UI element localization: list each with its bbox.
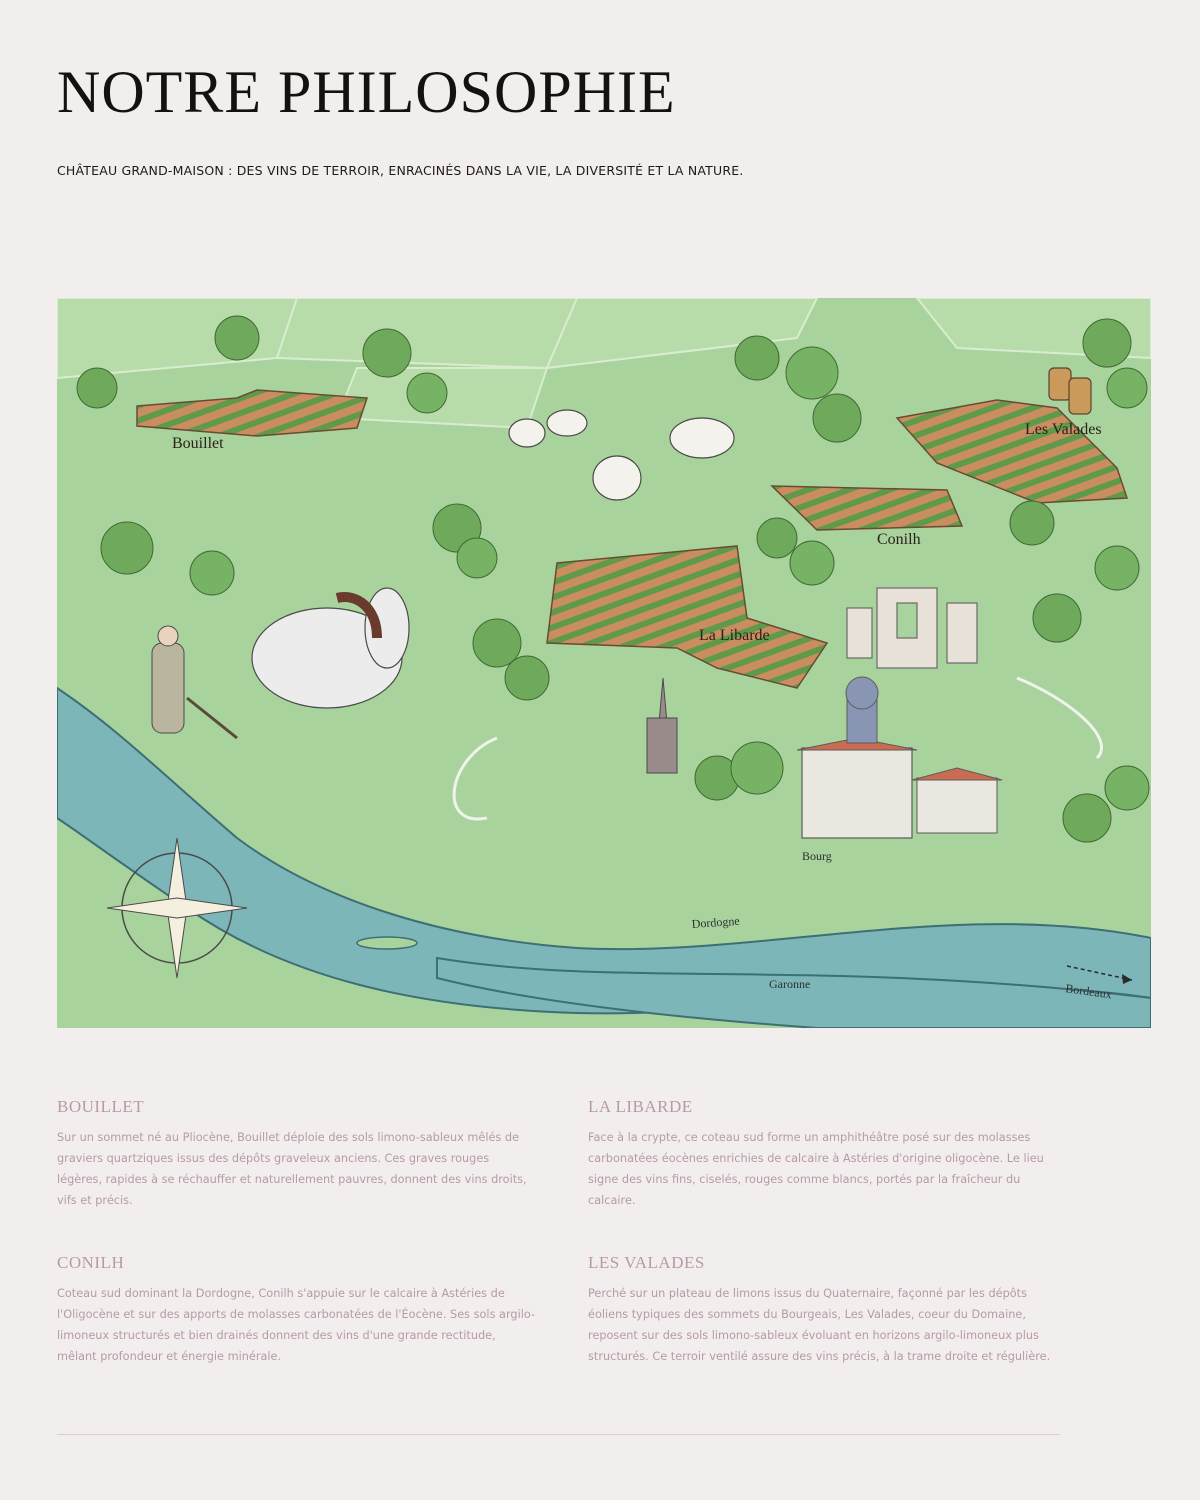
terroir-les-valades (588, 1253, 1068, 1367)
terroir-title: BOUILLET (57, 1097, 145, 1116)
label-conilh: Conilh (877, 531, 921, 548)
label-la-libarde: La Libarde (699, 627, 770, 644)
terroir-description: Coteau sud dominant la Dordogne, Conilh s'appuie sur le calcaire à Astéries de l'Oligocène et sur des apports de molasses carbonatées de l'Éocène. Ses sols argilo-limoneux structurés et bien drainés donnent des vins d'une grande rectitude, mêlant profondeur et énergie minérale. (57, 1287, 536, 1363)
terroir-conilh (57, 1253, 537, 1367)
page-subtitle: CHÂTEAU GRAND-MAISON : DES VINS DE TERROIR, ENRACINÉS DANS LA VIE, LA DIVERSITÉ ET LA NATURE. (57, 163, 744, 178)
label-bourg: Bourg (802, 849, 832, 863)
page-title: NOTRE PHILOSOPHIE (57, 59, 676, 125)
terroir-la-libarde (588, 1097, 1068, 1211)
terroir-title: LES VALADES (588, 1253, 705, 1272)
terroir-title: LA LIBARDE (588, 1097, 693, 1116)
label-garonne: Garonne (769, 977, 811, 991)
label-bouillet: Bouillet (172, 435, 224, 452)
terroir-description: Perché sur un plateau de limons issus du Quaternaire, façonné par les dépôts éoliens typiques des sommets du Bourgeais, Les Valades, coeur du Domaine, reposent sur des sols limono-sableux évoluant en horizons argilo-limoneux plus structurés. Ce terroir ventilé assure des vins précis, à la trame droite et régulière. (588, 1287, 1051, 1363)
label-dordogne: Dordogne (691, 913, 741, 931)
terroir-description: Face à la crypte, ce coteau sud forme un amphithéâtre posé sur des molasses carbonatées éocènes enrichies de calcaire à Astéries d'origine oligocène. Le lieu signe des vins fins, ciselés, rouges comme blancs, portés par la fraîcheur du calcaire. (588, 1131, 1044, 1207)
label-bordeaux: Bordeaux (1064, 981, 1113, 1002)
terroir-bouillet (57, 1097, 537, 1211)
terroir-description: Sur un sommet né au Pliocène, Bouillet déploie des sols limono-sableux mêlés de graviers quartziques issus des dépôts graveleux anciens. Ces graves rouges légères, rapides à se réchauffer et naturellement pauvres, donnent des vins droits, vifs et précis. (57, 1131, 527, 1207)
label-les-valades: Les Valades (1025, 421, 1102, 438)
section-divider (57, 1434, 1060, 1435)
terroir-map-illustration (57, 298, 1151, 1028)
terroir-title: CONILH (57, 1253, 125, 1272)
